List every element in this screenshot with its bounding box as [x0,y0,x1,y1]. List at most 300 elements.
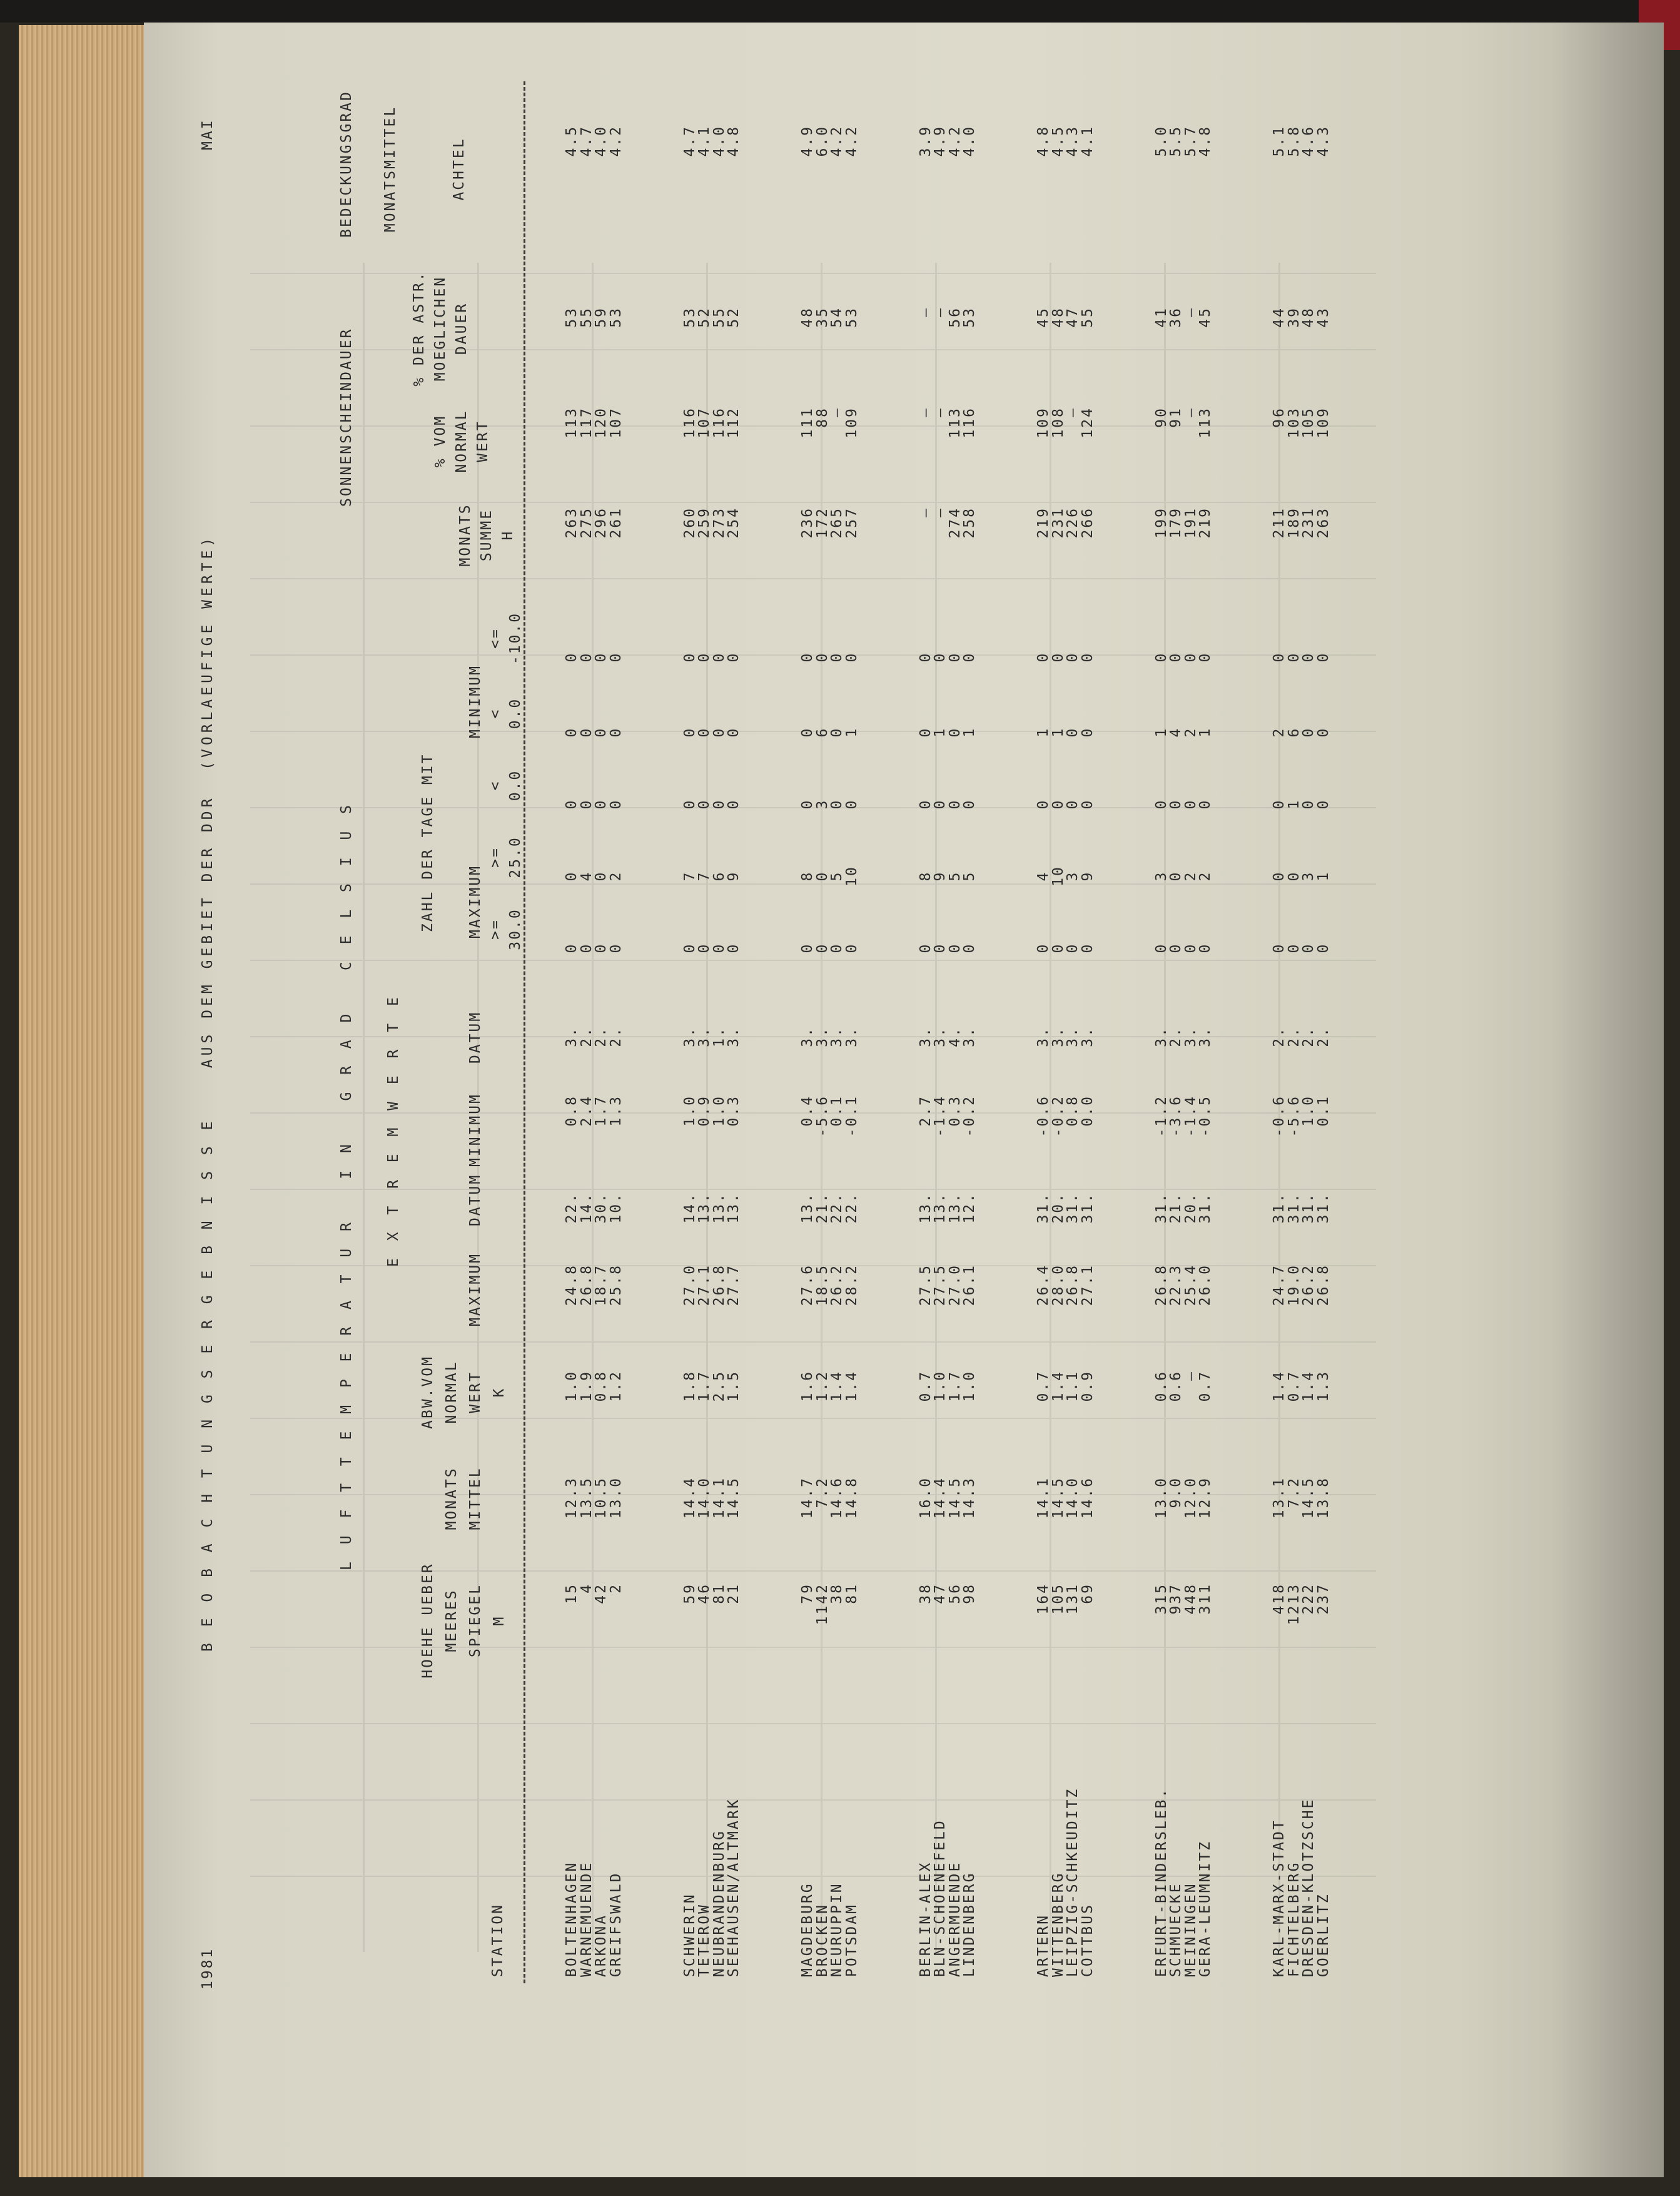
cell-sun-pct: 56 [946,307,963,328]
cell-mean: 13.5 [578,1477,595,1519]
cell-max-date: 31. [1197,1192,1213,1224]
cell-height: 131 [1065,1583,1081,1615]
cell-sun-norm: 91 [1168,407,1184,428]
cell-cloud: 4.9 [799,125,816,157]
month: MAI [200,118,216,150]
cell-mean: 14.0 [1065,1477,1081,1519]
cell-d30: 0 [961,942,978,953]
cell-sun: 172 [814,507,831,539]
header-threshold-value: 0.0 [507,769,524,801]
cell-max-date: 13. [799,1192,816,1224]
cell-cloud: 4.3 [1315,125,1332,157]
cell-max-date: 21. [1168,1192,1184,1224]
cell-sun-norm: 90 [1153,407,1170,428]
cell-max: 26.1 [961,1264,978,1306]
cell-sun: — [932,507,948,517]
cell-d30: 0 [917,942,934,953]
header-min-date: DATUM [467,1010,483,1064]
cell-min: 0.0 [1079,1095,1096,1127]
cell-cloud: 5.7 [1182,125,1199,157]
cell-d30: 0 [578,942,595,953]
cell-max-date: 13. [946,1192,963,1224]
cell-sun: 257 [843,507,860,539]
cell-cloud: 4.3 [1065,125,1081,157]
cell-max-date: 22. [564,1192,580,1224]
cell-sun-norm: 116 [711,407,727,439]
header-cloud-mean: MONATSMITTEL [382,105,398,233]
cell-sun: 263 [564,507,580,539]
cell-station: ARTERN [1035,1913,1051,1977]
cell-sun-norm: 105 [1300,407,1317,439]
cell-d30: 0 [1315,942,1332,953]
cell-dm10: 0 [1050,651,1066,663]
cell-sun-pct: 47 [1065,307,1081,328]
cell-d0min: 0 [1065,726,1081,738]
cell-station: MEININGEN [1182,1882,1199,1977]
cell-max: 27.7 [726,1264,742,1306]
cell-max-date: 13. [726,1192,742,1224]
cell-min: -1.2 [1153,1095,1170,1137]
cell-d0min: 1 [1035,726,1051,738]
header-height: M [491,1615,507,1626]
cell-sun: 296 [593,507,609,539]
cell-height: 59 [681,1583,698,1604]
cell-height: 164 [1035,1583,1051,1615]
header-sun-possible: % DER ASTR. [411,270,427,387]
cell-dev: 1.5 [726,1370,742,1402]
cell-dev: 0.7 [1035,1370,1051,1402]
cell-dm10: 0 [1065,651,1081,663]
cell-d30: 0 [814,942,831,953]
cell-dev: 1.9 [578,1370,595,1402]
cell-cloud: 4.8 [1197,125,1213,157]
cell-d25: 0 [1168,870,1184,882]
cell-dev: 1.2 [814,1370,831,1402]
cell-height: 21 [726,1583,742,1604]
cell-dm10: 0 [917,651,934,663]
cell-max: 26.2 [829,1264,845,1306]
book-cover-edge [0,0,1680,23]
cell-dm10: 0 [564,651,580,663]
group-header-temperature: L U F T T E M P E R A T U R I N G R A D C E L S I U S [338,801,355,1570]
cell-station: POTSDAM [843,1903,860,1977]
cell-max-date: 13. [711,1192,727,1224]
cell-max-date: 31. [1271,1192,1287,1224]
cell-max: 27.5 [917,1264,934,1306]
cell-d25: 4 [1035,870,1051,882]
cell-sun-norm: 96 [1271,407,1287,428]
header-deviation: WERT [467,1371,483,1413]
cell-min: -1.4 [932,1095,948,1137]
header-threshold: >= [487,846,503,868]
cell-dev: 0.6 [1168,1370,1184,1402]
cell-d25: 1 [1315,870,1332,882]
cell-sun-norm: — [1182,407,1199,417]
cell-d30: 0 [607,942,624,953]
cell-dev: 0.6 [1153,1370,1170,1402]
cell-d25: 7 [696,870,712,882]
cell-height: 1213 [1285,1583,1302,1625]
cell-min: 0.4 [799,1095,816,1127]
header-threshold-value: -10.0 [507,611,524,665]
cell-station: GREIFSWALD [607,1871,624,1977]
cell-height: 56 [946,1583,963,1604]
cell-sun-norm: 120 [593,407,609,439]
cell-sun-norm: 124 [1079,407,1096,439]
cell-sun: 263 [1315,507,1332,539]
cell-max-date: 20. [1050,1192,1066,1224]
cell-cloud: 5.1 [1271,125,1287,157]
cell-sun-norm: 113 [564,407,580,439]
cell-station: BROCKEN [814,1903,831,1977]
cell-max-date: 22. [829,1192,845,1224]
cell-d0min: 1 [843,726,860,738]
cell-dm10: 0 [681,651,698,663]
cell-d25: 2 [607,870,624,882]
page-block-edges [19,25,163,2177]
cell-station: SCHMUECKE [1168,1882,1184,1977]
cell-cloud: 4.2 [829,125,845,157]
cell-min: -0.2 [1050,1095,1066,1137]
cell-max: 19.0 [1285,1264,1302,1306]
cell-sun: 179 [1168,507,1184,539]
cell-sun-norm: — [932,407,948,417]
cell-dm10: 0 [1035,651,1051,663]
cell-mean: 14.5 [726,1477,742,1519]
cell-sun-pct: 54 [829,307,845,328]
cell-dev: 1.8 [681,1370,698,1402]
cell-d0min: 6 [1285,726,1302,738]
cell-min-date: 3. [932,1026,948,1047]
cell-d30: 0 [1300,942,1317,953]
cell-sun: 258 [961,507,978,539]
cell-min-date: 3. [961,1026,978,1047]
cell-min: 0.3 [946,1095,963,1127]
cell-dm10: 0 [961,651,978,663]
cell-height: 46 [696,1583,712,1604]
cell-min-date: 3. [829,1026,845,1047]
cell-min-date: 3. [1065,1026,1081,1047]
cell-sun: 211 [1271,507,1287,539]
cell-d0max: 0 [946,798,963,810]
cell-station: BERLIN-ALEX [917,1861,934,1977]
cell-d0max: 0 [726,798,742,810]
cell-max-date: 13. [917,1192,934,1224]
cell-d0max: 1 [1285,798,1302,810]
cell-d25: 5 [961,870,978,882]
cell-min-date: 2. [607,1026,624,1047]
cell-height: 38 [917,1583,934,1604]
cell-d30: 0 [843,942,860,953]
cell-max-date: 13. [696,1192,712,1224]
cell-max: 27.0 [681,1264,698,1306]
cell-dev: 0.8 [593,1370,609,1402]
cell-min-date: 3. [1182,1026,1199,1047]
cell-station: WARNEMUENDE [578,1861,595,1977]
cell-sun: 274 [946,507,963,539]
cell-min-date: 2. [1285,1026,1302,1047]
cell-d0max: 0 [799,798,816,810]
cell-dev: 1.4 [829,1370,845,1402]
cell-d25: 2 [1197,870,1213,882]
cell-mean: 13.8 [1315,1477,1332,1519]
cell-d0min: 0 [593,726,609,738]
cell-cloud: 4.6 [1300,125,1317,157]
cell-min: 0.1 [829,1095,845,1127]
cell-max-date: 31. [1300,1192,1317,1224]
cell-d0min: 1 [961,726,978,738]
cell-sun-norm: 116 [961,407,978,439]
cell-height: 81 [843,1583,860,1604]
cell-dev: 0.7 [1285,1370,1302,1402]
cell-min: -0.1 [843,1095,860,1137]
header-sun-possible: MOEGLICHEN [432,275,448,382]
cell-sun-norm: 117 [578,407,595,439]
cell-max: 27.6 [799,1264,816,1306]
cell-sun: 189 [1285,507,1302,539]
cell-dm10: 0 [726,651,742,663]
cell-dm10: 0 [843,651,860,663]
cell-d0min: 0 [1315,726,1332,738]
cell-d25: 0 [814,870,831,882]
cell-d30: 0 [1035,942,1051,953]
cell-d25: 6 [711,870,727,882]
cell-min: -0.6 [1035,1095,1051,1137]
cell-sun: 231 [1300,507,1317,539]
cell-min: 1.7 [593,1095,609,1127]
cell-height: 237 [1315,1583,1332,1615]
cell-d0max: 0 [1035,798,1051,810]
cell-max: 28.0 [1050,1264,1066,1306]
cell-sun-norm: 113 [1197,407,1213,439]
cell-min-date: 3. [1153,1026,1170,1047]
cell-dm10: 0 [578,651,595,663]
cell-dev: 1.4 [1300,1370,1317,1402]
cell-dm10: 0 [1285,651,1302,663]
cell-max-date: 30. [593,1192,609,1224]
cell-sun: 199 [1153,507,1170,539]
cell-sun: 259 [696,507,712,539]
cell-d0max: 0 [917,798,934,810]
cell-d0min: 0 [1079,726,1096,738]
cell-sun-pct: 48 [1300,307,1317,328]
cell-min: 1.0 [1300,1095,1317,1127]
cell-station: COTTBUS [1079,1903,1096,1977]
cell-dm10: 0 [607,651,624,663]
cell-sun-pct: 52 [726,307,742,328]
cell-mean: 14.6 [1079,1477,1096,1519]
cell-max: 25.4 [1182,1264,1199,1306]
cell-height: 38 [829,1583,845,1604]
cell-max-date: 14. [578,1192,595,1224]
header-height: MEERES [443,1589,460,1652]
cell-station: FICHTELBERG [1285,1861,1302,1977]
cell-max-date: 31. [1153,1192,1170,1224]
cell-sun: — [917,507,934,517]
cell-max: 18.5 [814,1264,831,1306]
header-threshold: < [487,780,503,791]
cell-d30: 0 [1065,942,1081,953]
cell-sun-pct: 43 [1315,307,1332,328]
cell-d0min: 0 [946,726,963,738]
cell-max-date: 14. [681,1192,698,1224]
cell-mean: 14.0 [696,1477,712,1519]
cell-d0max: 0 [1315,798,1332,810]
cell-sun: 261 [607,507,624,539]
cell-d0min: 0 [1300,726,1317,738]
cell-height: 937 [1168,1583,1184,1615]
cell-dev: 2.5 [711,1370,727,1402]
cell-station: SCHWERIN [681,1893,698,1977]
cell-d25: 8 [917,870,934,882]
cell-d0max: 0 [843,798,860,810]
cell-dm10: 0 [932,651,948,663]
cell-d0max: 0 [932,798,948,810]
cell-max-date: 10. [607,1192,624,1224]
cell-d30: 0 [1050,942,1066,953]
cell-sun-norm: 107 [696,407,712,439]
cell-station: SEEHAUSEN/ALTMARK [726,1797,742,1977]
cell-station: LEIPZIG-SCHKEUDITZ [1065,1787,1081,1977]
cell-min: -0.5 [1197,1095,1213,1137]
cell-dm10: 0 [814,651,831,663]
cell-height: 315 [1153,1583,1170,1615]
cell-d30: 0 [1197,942,1213,953]
cell-max-date: 31. [1065,1192,1081,1224]
header-max-group: MAXIMUM [467,865,483,938]
header-sun-sum: H [500,529,516,541]
cell-cloud: 5.5 [1168,125,1184,157]
cell-mean: 14.5 [1050,1477,1066,1519]
cell-cloud: 4.1 [1079,125,1096,157]
header-mean: MONATS [443,1467,460,1530]
header-max: MAXIMUM [467,1253,483,1326]
cell-cloud: 5.0 [1153,125,1170,157]
cell-d30: 0 [711,942,727,953]
cell-sun: 231 [1050,507,1066,539]
cell-cloud: 4.9 [932,125,948,157]
cell-d25: 9 [726,870,742,882]
cell-sun-norm: 107 [607,407,624,439]
cell-dev: 0.9 [1079,1370,1096,1402]
cell-min: 0.8 [1065,1095,1081,1127]
cell-height: 98 [961,1583,978,1604]
cell-min: -5.6 [814,1095,831,1137]
cell-max-date: 12. [961,1192,978,1224]
cell-min-date: 3. [917,1026,934,1047]
header-height: SPIEGEL [467,1583,483,1657]
cell-d25: 2 [1182,870,1199,882]
cell-station: BLN-SCHOENEFELD [932,1819,948,1977]
cell-mean: 14.7 [799,1477,816,1519]
header-sun-normal: NORMAL [453,409,470,473]
cell-sun-norm: — [829,407,845,417]
cell-dm10: 0 [1168,651,1184,663]
cell-d0min: 1 [1197,726,1213,738]
cell-height: 4 [578,1583,595,1594]
cell-max: 27.0 [946,1264,963,1306]
cell-mean: 7.2 [1285,1477,1302,1508]
cell-sun-norm: 88 [814,407,831,428]
cell-sun-pct: — [1182,307,1199,317]
cell-d30: 0 [1168,942,1184,953]
cell-station: LINDENBERG [961,1871,978,1977]
cell-dev: 1.4 [1050,1370,1066,1402]
cell-sun: 266 [1079,507,1096,539]
cell-d0min: 0 [711,726,727,738]
cell-max: 26.8 [1315,1264,1332,1306]
cell-min: 0.8 [564,1095,580,1127]
cell-cloud: 5.8 [1285,125,1302,157]
cell-cloud: 4.2 [607,125,624,157]
cell-mean: 14.1 [1035,1477,1051,1519]
cell-d30: 0 [946,942,963,953]
cell-d25: 0 [1271,870,1287,882]
cell-sun: 236 [799,507,816,539]
header-max-date: DATUM [467,1173,483,1226]
year: 1981 [200,1947,216,1990]
cell-cloud: 6.0 [814,125,831,157]
cell-sun: 219 [1035,507,1051,539]
cell-d25: 4 [578,870,595,882]
cell-d25: 0 [564,870,580,882]
header-mean: MITTEL [467,1467,483,1530]
cell-sun: 219 [1197,507,1213,539]
cell-max: 18.7 [593,1264,609,1306]
header-sun-normal: WERT [475,420,491,462]
cell-station: GERA-LEUMNITZ [1197,1839,1213,1977]
cell-min: 0.3 [726,1095,742,1127]
cell-max: 26.8 [1153,1264,1170,1306]
cell-d30: 0 [1182,942,1199,953]
cell-mean: 14.5 [1300,1477,1317,1519]
cell-d0max: 3 [814,798,831,810]
group-header-extremes: E X T R E M W E R T E [385,993,402,1267]
cell-min-date: 2. [1300,1026,1317,1047]
cell-sun-pct: 55 [1079,307,1096,328]
cell-d30: 0 [564,942,580,953]
cell-cloud: 4.8 [1035,125,1051,157]
cell-sun-pct: 35 [814,307,831,328]
cell-mean: 13.0 [607,1477,624,1519]
cell-min-date: 3. [696,1026,712,1047]
cell-max: 27.1 [1079,1264,1096,1306]
cell-sun-pct: 53 [961,307,978,328]
rotated-table-sheet [194,63,1420,2002]
cell-height: 79 [799,1583,816,1604]
cell-mean: 16.0 [917,1477,934,1519]
cell-min: -1.4 [1182,1095,1199,1137]
cell-min-date: 3. [1197,1026,1213,1047]
cell-sun: 273 [711,507,727,539]
cell-sun-pct: 55 [578,307,595,328]
cell-dev: 0.7 [1197,1370,1213,1402]
cell-min-date: 3. [1079,1026,1096,1047]
cell-height: 418 [1271,1583,1287,1615]
cell-d25: 10 [1050,865,1066,887]
cell-d30: 0 [829,942,845,953]
cell-sun-pct: 52 [696,307,712,328]
cell-cloud: 4.8 [726,125,742,157]
cell-min-date: 2. [593,1026,609,1047]
cell-min: -5.6 [1285,1095,1302,1137]
cell-sun-norm: 109 [843,407,860,439]
cell-min: -3.6 [1168,1095,1184,1137]
cell-d0max: 0 [1300,798,1317,810]
cell-dm10: 0 [829,651,845,663]
cell-sun-pct: — [917,307,934,317]
cell-dm10: 0 [1197,651,1213,663]
